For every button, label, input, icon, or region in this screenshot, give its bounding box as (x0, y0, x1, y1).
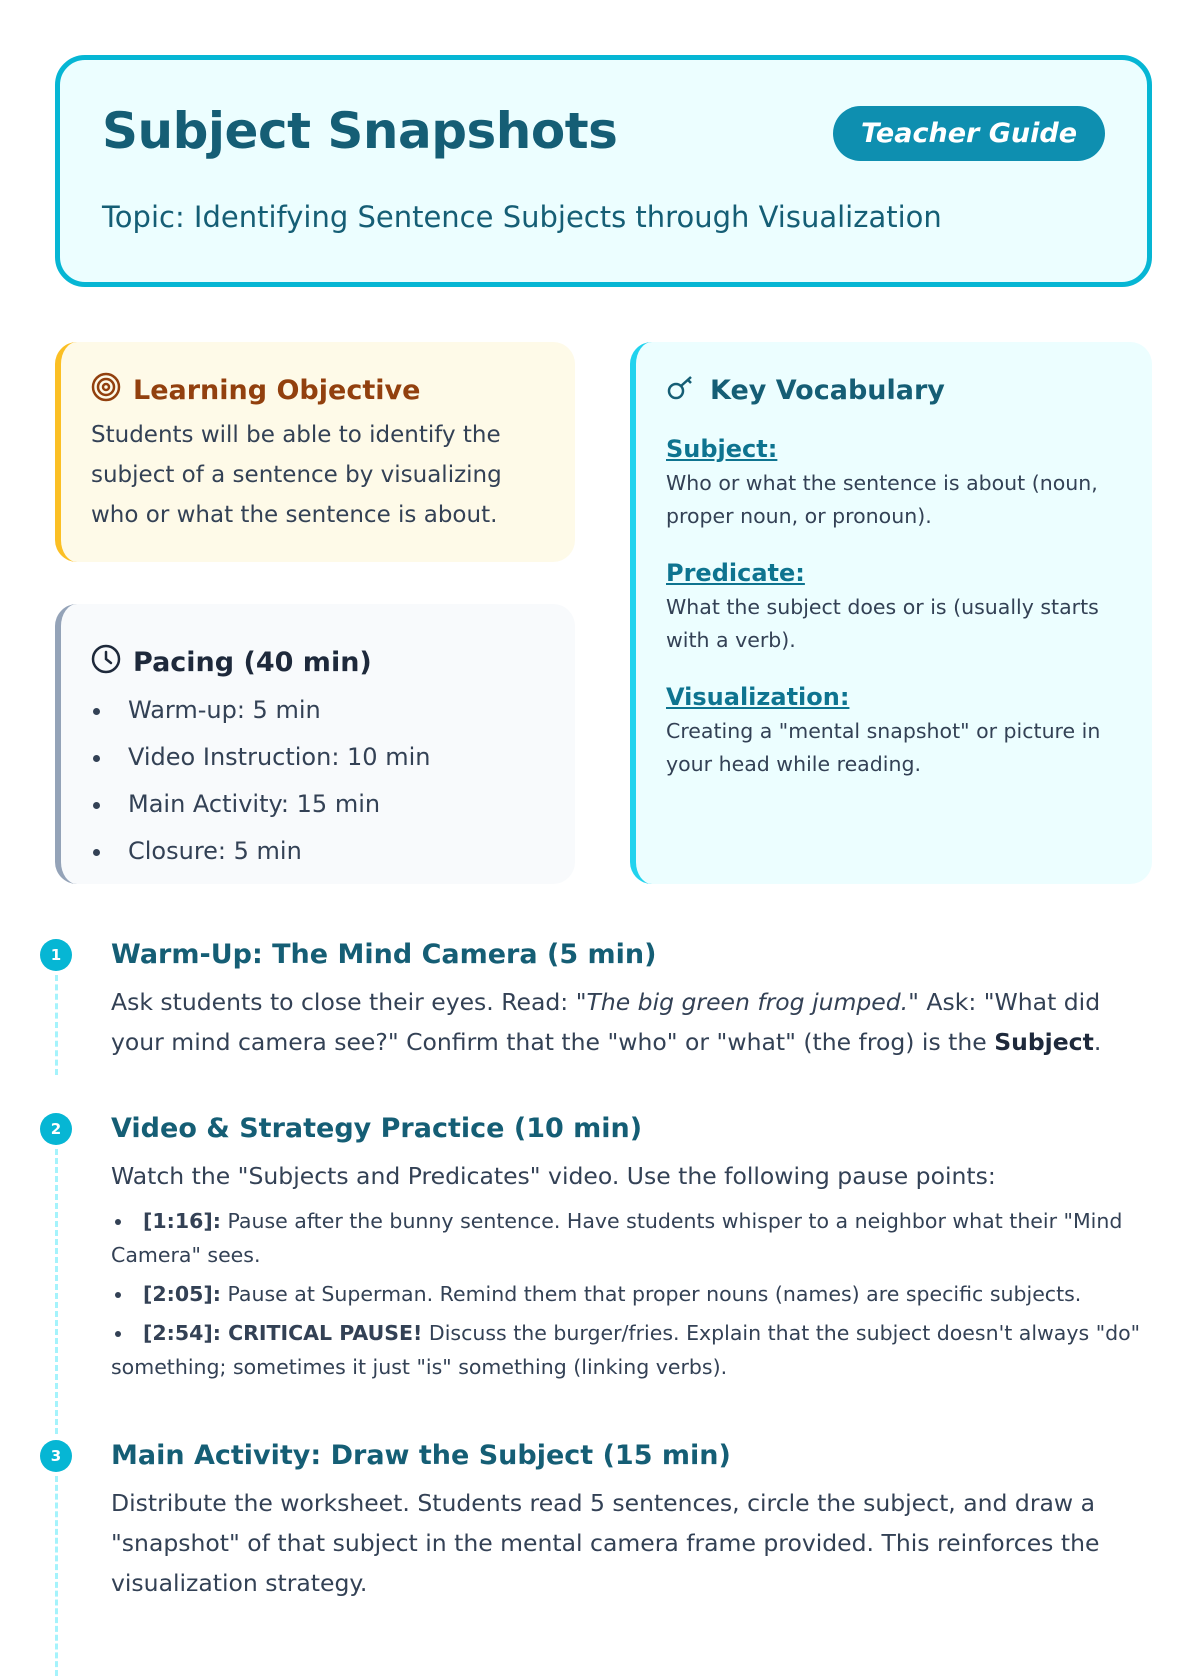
target-icon (91, 372, 121, 409)
step-number: 2 (40, 1113, 72, 1145)
pacing-title: Pacing (40 min) (133, 647, 372, 678)
vocab-def: Creating a "mental snapshot" or picture in your head while reading. (666, 719, 1101, 776)
step-3 (30, 1440, 1160, 1603)
vocab-term-subject: Subject: (666, 435, 778, 463)
objective-title: Learning Objective (133, 375, 421, 406)
step-body: Watch the "Subjects and Predicates" video. Use the following pause points: (111, 1162, 996, 1190)
example-sentence: "The big green frog jumped." (575, 988, 919, 1016)
pacing-card (55, 604, 575, 884)
learning-objective-card (55, 342, 575, 562)
timeline-line (55, 1149, 58, 1434)
step-title: Video & Strategy Practice (10 min) (111, 1113, 643, 1144)
step-body: Distribute the worksheet. Students read 5 sentences, circle the subject, and draw a "snapshot" of that subject in the mental camera frame provided. This reinforces the visualization strategy. (111, 1489, 1100, 1597)
vocab-def: What the subject does or is (usually starts with a verb). (666, 595, 1099, 652)
objective-text: Students will be able to identify the subject of a sentence by visualizing who or what the sentence is about. (91, 422, 502, 528)
step-body: Ask students to close their eyes. Read: "The big green frog jumped." Ask: "What did your mind camera see?" Confirm that the "who" or "what" (the frog) is the Subject. (111, 988, 1102, 1056)
step-1 (30, 939, 1160, 1062)
step-number: 1 (40, 939, 72, 971)
step-title: Main Activity: Draw the Subject (15 min) (111, 1440, 731, 1471)
pacing-item: Video Instruction: 10 min (91, 734, 545, 781)
pause-point: [2:54]: CRITICAL PAUSE! Discuss the burger/fries. Explain that the subject doesn't always "do" something; sometimes it just "is" something (linking verbs). (111, 1316, 1160, 1384)
pacing-item: Warm-up: 5 min (91, 687, 545, 734)
pacing-item: Main Activity: 15 min (91, 781, 545, 828)
vocab-term-predicate: Predicate: (666, 559, 805, 587)
timeline-line (55, 975, 58, 1075)
clock-icon (91, 644, 121, 681)
pause-point: [1:16]: Pause after the bunny sentence. Have students whisper to a neighbor what their "Mind Camera" sees. (111, 1204, 1160, 1272)
step-2 (30, 1113, 1160, 1389)
step-title: Warm-Up: The Mind Camera (5 min) (111, 939, 657, 970)
vocab-term-visualization: Visualization: (666, 683, 850, 711)
step-number: 3 (40, 1440, 72, 1472)
vocab-title: Key Vocabulary (710, 375, 945, 406)
key-vocabulary-card (630, 342, 1152, 884)
pacing-item: Closure: 5 min (91, 828, 545, 875)
page-title: Subject Snapshots (102, 102, 618, 160)
topic-text: Topic: Identifying Sentence Subjects through Visualization (102, 200, 942, 234)
pause-point: [2:05]: Pause at Superman. Remind them that proper nouns (names) are specific subjects. (111, 1277, 1160, 1311)
header-card (55, 55, 1152, 287)
teacher-guide-badge: Teacher Guide (833, 106, 1105, 161)
timeline-line (55, 1476, 58, 1676)
vocab-def: Who or what the sentence is about (noun, proper noun, or pronoun). (666, 471, 1098, 528)
key-icon (666, 372, 698, 409)
